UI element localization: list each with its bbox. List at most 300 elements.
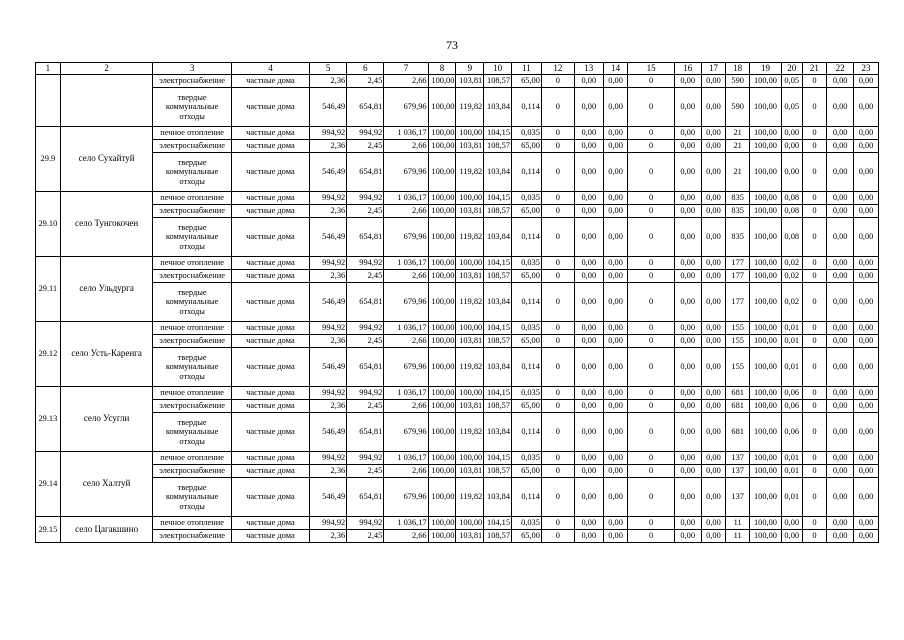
- value-cell: 654,81: [347, 88, 384, 127]
- value-cell: 100,00: [428, 465, 456, 478]
- value-cell: 0,00: [854, 465, 879, 478]
- value-cell: 100,00: [750, 478, 782, 517]
- value-cell: 0,035: [512, 192, 542, 205]
- value-cell: 0,00: [781, 140, 802, 153]
- value-cell: 103,84: [484, 478, 512, 517]
- service-type: твердые коммунальные отходы: [153, 153, 231, 192]
- value-cell: 0,00: [603, 530, 628, 543]
- value-cell: 0,00: [574, 140, 603, 153]
- value-cell: 2,36: [310, 335, 347, 348]
- value-cell: 0,035: [512, 257, 542, 270]
- value-cell: 65,00: [512, 465, 542, 478]
- value-cell: 0: [628, 517, 674, 530]
- value-cell: 0: [802, 153, 827, 192]
- value-cell: 0,00: [854, 127, 879, 140]
- table-row: [36, 348, 879, 387]
- value-cell: 0,00: [701, 153, 726, 192]
- value-cell: 0,00: [701, 205, 726, 218]
- value-cell: 1 036,17: [384, 257, 428, 270]
- value-cell: 2,66: [384, 140, 428, 153]
- value-cell: 0,00: [603, 452, 628, 465]
- value-cell: 0,00: [674, 452, 701, 465]
- value-cell: 1 036,17: [384, 452, 428, 465]
- value-cell: 0,00: [827, 192, 854, 205]
- value-cell: 0,00: [701, 348, 726, 387]
- value-cell: 0: [628, 530, 674, 543]
- value-cell: 0,00: [603, 192, 628, 205]
- value-cell: 0,035: [512, 322, 542, 335]
- value-cell: 679,96: [384, 218, 428, 257]
- service-type: электроснабжение: [153, 75, 231, 88]
- value-cell: 0,00: [674, 140, 701, 153]
- value-cell: 0,00: [574, 205, 603, 218]
- value-cell: 0,00: [854, 192, 879, 205]
- value-cell: 0,01: [781, 322, 802, 335]
- value-cell: 103,81: [456, 140, 484, 153]
- value-cell: 0,00: [603, 153, 628, 192]
- value-cell: 2,45: [347, 335, 384, 348]
- value-cell: 100,00: [428, 127, 456, 140]
- value-cell: 0,01: [781, 478, 802, 517]
- value-cell: частные дома: [231, 517, 309, 530]
- value-cell: 0: [541, 322, 574, 335]
- value-cell: 0,00: [603, 218, 628, 257]
- value-cell: 137: [726, 478, 750, 517]
- value-cell: частные дома: [231, 322, 309, 335]
- value-cell: 0: [802, 413, 827, 452]
- table-row: [36, 205, 879, 218]
- value-cell: 0: [628, 192, 674, 205]
- value-cell: 1 036,17: [384, 192, 428, 205]
- value-cell: 0,00: [674, 127, 701, 140]
- value-cell: 2,36: [310, 75, 347, 88]
- value-cell: 0: [802, 478, 827, 517]
- value-cell: частные дома: [231, 88, 309, 127]
- value-cell: 0: [628, 88, 674, 127]
- value-cell: 0: [541, 75, 574, 88]
- value-cell: 0,08: [781, 205, 802, 218]
- value-cell: 0,00: [574, 322, 603, 335]
- value-cell: 679,96: [384, 283, 428, 322]
- table-row: [36, 127, 879, 140]
- value-cell: 0,114: [512, 478, 542, 517]
- value-cell: 119,82: [456, 283, 484, 322]
- value-cell: 0,00: [701, 127, 726, 140]
- value-cell: 65,00: [512, 400, 542, 413]
- value-cell: 0,00: [827, 283, 854, 322]
- value-cell: 0,00: [674, 413, 701, 452]
- table-row: [36, 88, 879, 127]
- value-cell: 0,00: [701, 270, 726, 283]
- value-cell: частные дома: [231, 257, 309, 270]
- value-cell: 0,02: [781, 257, 802, 270]
- value-cell: 0,00: [674, 517, 701, 530]
- value-cell: 546,49: [310, 218, 347, 257]
- value-cell: 2,66: [384, 335, 428, 348]
- table-row: [36, 75, 879, 88]
- value-cell: 100,00: [750, 127, 782, 140]
- settlement-name: село Халтуй: [60, 452, 153, 517]
- value-cell: 100,00: [428, 218, 456, 257]
- value-cell: 0,02: [781, 270, 802, 283]
- service-type: печное отопление: [153, 257, 231, 270]
- value-cell: 0,035: [512, 387, 542, 400]
- value-cell: 0,00: [603, 335, 628, 348]
- value-cell: 65,00: [512, 140, 542, 153]
- value-cell: 100,00: [456, 387, 484, 400]
- value-cell: 0: [802, 335, 827, 348]
- value-cell: 0,00: [854, 283, 879, 322]
- value-cell: 0,00: [827, 400, 854, 413]
- value-cell: 0: [541, 335, 574, 348]
- value-cell: 0,00: [603, 88, 628, 127]
- value-cell: 100,00: [428, 283, 456, 322]
- value-cell: 100,00: [750, 322, 782, 335]
- value-cell: 0: [802, 465, 827, 478]
- value-cell: 100,00: [428, 270, 456, 283]
- value-cell: 100,00: [428, 530, 456, 543]
- value-cell: 0: [541, 465, 574, 478]
- value-cell: 65,00: [512, 270, 542, 283]
- value-cell: 0,00: [854, 413, 879, 452]
- value-cell: 546,49: [310, 413, 347, 452]
- value-cell: 0,00: [603, 322, 628, 335]
- value-cell: 0,00: [701, 218, 726, 257]
- value-cell: 0,00: [603, 283, 628, 322]
- value-cell: 0,05: [781, 75, 802, 88]
- column-number: 4: [231, 63, 309, 75]
- value-cell: 21: [726, 127, 750, 140]
- value-cell: 177: [726, 270, 750, 283]
- table-row: [36, 413, 879, 452]
- value-cell: 108,57: [484, 205, 512, 218]
- value-cell: 0,00: [574, 348, 603, 387]
- value-cell: 0,00: [701, 257, 726, 270]
- value-cell: 654,81: [347, 478, 384, 517]
- value-cell: 104,15: [484, 127, 512, 140]
- value-cell: 0,00: [574, 387, 603, 400]
- value-cell: частные дома: [231, 452, 309, 465]
- value-cell: 0: [541, 88, 574, 127]
- value-cell: 0,08: [781, 192, 802, 205]
- value-cell: 155: [726, 335, 750, 348]
- value-cell: 1 036,17: [384, 387, 428, 400]
- service-type: твердые коммунальные отходы: [153, 348, 231, 387]
- value-cell: 0,00: [574, 452, 603, 465]
- value-cell: 65,00: [512, 335, 542, 348]
- value-cell: 103,81: [456, 400, 484, 413]
- value-cell: 2,66: [384, 400, 428, 413]
- settlement-number: 29.12: [36, 322, 61, 387]
- value-cell: 108,57: [484, 140, 512, 153]
- value-cell: 0,00: [827, 413, 854, 452]
- value-cell: 155: [726, 322, 750, 335]
- value-cell: 0,00: [781, 127, 802, 140]
- value-cell: 0,00: [574, 517, 603, 530]
- value-cell: частные дома: [231, 205, 309, 218]
- value-cell: 0,00: [603, 205, 628, 218]
- settlement-number: 29.14: [36, 452, 61, 517]
- value-cell: 0: [541, 400, 574, 413]
- value-cell: 11: [726, 517, 750, 530]
- value-cell: 0,00: [701, 283, 726, 322]
- value-cell: 0,00: [603, 348, 628, 387]
- column-number: 10: [484, 63, 512, 75]
- value-cell: 0,00: [827, 517, 854, 530]
- value-cell: 654,81: [347, 153, 384, 192]
- value-cell: 0,00: [854, 218, 879, 257]
- value-cell: 0: [541, 517, 574, 530]
- value-cell: 0: [541, 530, 574, 543]
- value-cell: 546,49: [310, 283, 347, 322]
- value-cell: 0,00: [827, 387, 854, 400]
- value-cell: 0: [541, 205, 574, 218]
- value-cell: 2,36: [310, 205, 347, 218]
- value-cell: 100,00: [750, 387, 782, 400]
- value-cell: 100,00: [750, 517, 782, 530]
- value-cell: 994,92: [310, 127, 347, 140]
- value-cell: 0,00: [827, 127, 854, 140]
- value-cell: 119,82: [456, 88, 484, 127]
- service-type: электроснабжение: [153, 400, 231, 413]
- value-cell: частные дома: [231, 127, 309, 140]
- value-cell: 100,00: [428, 452, 456, 465]
- value-cell: 0: [802, 400, 827, 413]
- value-cell: 0,00: [701, 400, 726, 413]
- value-cell: 0,00: [854, 88, 879, 127]
- settlement-number: 29.9: [36, 127, 61, 192]
- value-cell: 0,00: [701, 335, 726, 348]
- value-cell: 0: [541, 257, 574, 270]
- value-cell: 0,00: [827, 335, 854, 348]
- value-cell: 100,00: [750, 257, 782, 270]
- value-cell: 0,00: [674, 75, 701, 88]
- value-cell: 100,00: [428, 140, 456, 153]
- value-cell: 100,00: [750, 452, 782, 465]
- value-cell: 0: [628, 387, 674, 400]
- value-cell: 104,15: [484, 517, 512, 530]
- column-number: 13: [574, 63, 603, 75]
- value-cell: 103,84: [484, 88, 512, 127]
- value-cell: 0,00: [674, 270, 701, 283]
- value-cell: 0,00: [854, 140, 879, 153]
- value-cell: 994,92: [310, 192, 347, 205]
- value-cell: 103,81: [456, 270, 484, 283]
- column-number: 22: [827, 63, 854, 75]
- value-cell: 835: [726, 205, 750, 218]
- value-cell: 0,00: [854, 153, 879, 192]
- value-cell: 0: [628, 257, 674, 270]
- value-cell: 155: [726, 348, 750, 387]
- value-cell: 0: [802, 205, 827, 218]
- value-cell: 0: [628, 335, 674, 348]
- service-type: твердые коммунальные отходы: [153, 413, 231, 452]
- value-cell: 0,114: [512, 283, 542, 322]
- settlement-name: село Цагакшино: [60, 517, 153, 543]
- table-row: [36, 452, 879, 465]
- value-cell: 0,00: [574, 257, 603, 270]
- value-cell: 119,82: [456, 153, 484, 192]
- value-cell: 100,00: [750, 530, 782, 543]
- value-cell: 994,92: [347, 192, 384, 205]
- value-cell: 0,00: [827, 465, 854, 478]
- value-cell: 0,01: [781, 465, 802, 478]
- value-cell: 0,00: [603, 270, 628, 283]
- value-cell: 0,00: [574, 218, 603, 257]
- value-cell: 654,81: [347, 413, 384, 452]
- value-cell: 65,00: [512, 205, 542, 218]
- value-cell: частные дома: [231, 270, 309, 283]
- settlement-name-cell: [60, 75, 153, 127]
- value-cell: 100,00: [428, 153, 456, 192]
- table-row: [36, 387, 879, 400]
- value-cell: 0,00: [603, 478, 628, 517]
- value-cell: 681: [726, 400, 750, 413]
- value-cell: 2,45: [347, 530, 384, 543]
- value-cell: 0,00: [574, 192, 603, 205]
- value-cell: 0,00: [827, 257, 854, 270]
- value-cell: 994,92: [310, 387, 347, 400]
- value-cell: 100,00: [456, 257, 484, 270]
- value-cell: 100,00: [750, 153, 782, 192]
- value-cell: 2,45: [347, 140, 384, 153]
- value-cell: 0,00: [854, 270, 879, 283]
- value-cell: 679,96: [384, 478, 428, 517]
- value-cell: 100,00: [428, 257, 456, 270]
- value-cell: 103,81: [456, 530, 484, 543]
- value-cell: 0,00: [701, 88, 726, 127]
- value-cell: 0: [802, 530, 827, 543]
- value-cell: 2,45: [347, 270, 384, 283]
- value-cell: 0,00: [854, 478, 879, 517]
- settlement-name: село Усугли: [60, 387, 153, 452]
- value-cell: 0,00: [854, 452, 879, 465]
- value-cell: 0,00: [701, 465, 726, 478]
- value-cell: 100,00: [456, 517, 484, 530]
- value-cell: 0,00: [674, 257, 701, 270]
- column-number-row: [36, 63, 879, 75]
- value-cell: 0,06: [781, 413, 802, 452]
- value-cell: 0,00: [701, 322, 726, 335]
- value-cell: 100,00: [750, 140, 782, 153]
- value-cell: частные дома: [231, 218, 309, 257]
- value-cell: 0,114: [512, 413, 542, 452]
- value-cell: 137: [726, 452, 750, 465]
- value-cell: 654,81: [347, 283, 384, 322]
- value-cell: 0,00: [827, 75, 854, 88]
- value-cell: 103,84: [484, 348, 512, 387]
- value-cell: 2,45: [347, 75, 384, 88]
- value-cell: 0,114: [512, 348, 542, 387]
- value-cell: 103,84: [484, 283, 512, 322]
- table-row: [36, 517, 879, 530]
- value-cell: 546,49: [310, 348, 347, 387]
- value-cell: 0,00: [574, 400, 603, 413]
- value-cell: 100,00: [428, 517, 456, 530]
- value-cell: 0,00: [574, 127, 603, 140]
- value-cell: 119,82: [456, 348, 484, 387]
- value-cell: 0,00: [603, 517, 628, 530]
- value-cell: 0: [802, 192, 827, 205]
- service-type: печное отопление: [153, 322, 231, 335]
- value-cell: 0,00: [674, 192, 701, 205]
- value-cell: 21: [726, 153, 750, 192]
- value-cell: 0,00: [603, 140, 628, 153]
- value-cell: 2,36: [310, 270, 347, 283]
- value-cell: 0,00: [701, 452, 726, 465]
- value-cell: 0: [628, 400, 674, 413]
- value-cell: 0: [802, 127, 827, 140]
- value-cell: 108,57: [484, 75, 512, 88]
- value-cell: частные дома: [231, 348, 309, 387]
- value-cell: 104,15: [484, 452, 512, 465]
- value-cell: 0: [802, 348, 827, 387]
- value-cell: 100,00: [750, 218, 782, 257]
- value-cell: 0,00: [574, 153, 603, 192]
- value-cell: 2,36: [310, 530, 347, 543]
- value-cell: 0,05: [781, 88, 802, 127]
- value-cell: 0,00: [574, 335, 603, 348]
- value-cell: 0: [628, 465, 674, 478]
- table-row: [36, 218, 879, 257]
- value-cell: 0: [628, 413, 674, 452]
- value-cell: 2,66: [384, 205, 428, 218]
- value-cell: 104,15: [484, 322, 512, 335]
- value-cell: 0: [628, 153, 674, 192]
- column-number: 12: [541, 63, 574, 75]
- value-cell: 0: [628, 205, 674, 218]
- value-cell: 0,114: [512, 88, 542, 127]
- value-cell: 0: [802, 322, 827, 335]
- value-cell: 100,00: [750, 348, 782, 387]
- value-cell: 108,57: [484, 530, 512, 543]
- value-cell: 994,92: [310, 257, 347, 270]
- value-cell: 2,36: [310, 465, 347, 478]
- value-cell: 0,00: [827, 452, 854, 465]
- value-cell: 994,92: [347, 257, 384, 270]
- value-cell: 0,00: [603, 75, 628, 88]
- value-cell: 0,00: [701, 192, 726, 205]
- value-cell: 100,00: [428, 413, 456, 452]
- value-cell: 0,114: [512, 218, 542, 257]
- value-cell: 177: [726, 257, 750, 270]
- value-cell: 0,00: [854, 348, 879, 387]
- value-cell: 65,00: [512, 530, 542, 543]
- value-cell: 0: [802, 387, 827, 400]
- value-cell: 2,45: [347, 400, 384, 413]
- column-number: 18: [726, 63, 750, 75]
- settlement-name: село Тунгокочен: [60, 192, 153, 257]
- value-cell: 0,00: [854, 257, 879, 270]
- value-cell: 0: [802, 452, 827, 465]
- value-cell: 100,00: [750, 283, 782, 322]
- value-cell: 0,114: [512, 153, 542, 192]
- value-cell: 100,00: [428, 88, 456, 127]
- value-cell: 100,00: [750, 88, 782, 127]
- service-type: электроснабжение: [153, 205, 231, 218]
- value-cell: 0,00: [674, 153, 701, 192]
- column-number: 17: [701, 63, 726, 75]
- value-cell: 546,49: [310, 88, 347, 127]
- value-cell: 0: [628, 283, 674, 322]
- value-cell: 0,00: [827, 88, 854, 127]
- value-cell: 994,92: [310, 322, 347, 335]
- value-cell: 104,15: [484, 257, 512, 270]
- value-cell: 0,00: [574, 283, 603, 322]
- value-cell: 994,92: [310, 517, 347, 530]
- table-row: [36, 478, 879, 517]
- value-cell: 0,00: [827, 218, 854, 257]
